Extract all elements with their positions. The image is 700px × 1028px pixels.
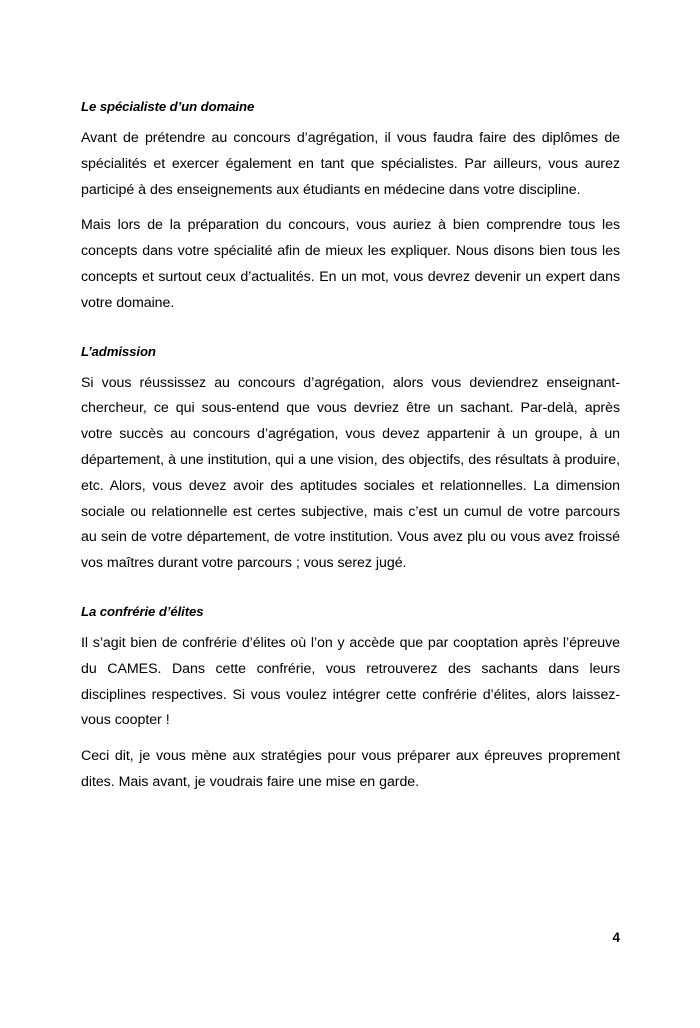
section-la-confrerie-delites (81, 603, 620, 796)
section-ladmission (81, 343, 620, 577)
paragraph: Avant de prétendre au concours d’agrégation, il vous faudra faire des diplômes de spécialités et exercer également en tant que spécialistes. Par ailleurs, vous aurez participé à des enseignements aux étudiants en médecine dans votre discipline. (81, 130, 620, 198)
paragraph: Il s’agit bien de confrérie d’élites où l’on y accède que par cooptation après l’épreuve du CAMES. Dans cette confrérie, vous retrouverez des sachants dans leurs disciplines respectives. Si vous voulez intégrer cette confrérie d’élites, alors laissez-vous coopter ! (81, 634, 620, 729)
section-heading-confrerie: La confrérie d’élites (81, 603, 204, 619)
paragraph: Si vous réussissez au concours d’agrégation, alors vous deviendrez enseignant-chercheur, ce qui sous-entend que vous devriez être un sachant. Par-delà, après votre succès au concours d’agrégation, vous devez appartenir à un groupe, à un département, à une institution, qui a une vision, des objectifs, des résultats à produire, etc. Alors, vous devez avoir des aptitudes sociales et relationnelles. La dimension sociale ou relationnelle est certes subjective, mais c’est un cumul de votre parcours au sein de votre département, de votre institution. Vous avez plu ou vous avez froissé vos maîtres durant votre parcours ; vous serez jugé. (81, 374, 620, 572)
section-le-specialiste-dun-domaine (81, 98, 620, 317)
page-content (81, 98, 620, 796)
page-number: 4 (612, 930, 620, 945)
section-heading-specialiste: Le spécialiste d’un domaine (81, 99, 255, 114)
paragraph: Ceci dit, je vous mène aux stratégies pour vous préparer aux épreuves proprement dites. Mais avant, je voudrais faire une mise en garde. (81, 748, 620, 790)
section-heading-admission: L’admission (81, 343, 156, 359)
paragraph: Mais lors de la préparation du concours, vous auriez à bien comprendre tous les concepts dans votre spécialité afin de mieux les expliquer. Nous disons bien tous les concepts et surtout ceux d’actualités. En un mot, vous devrez devenir un expert dans votre domaine. (81, 217, 620, 311)
